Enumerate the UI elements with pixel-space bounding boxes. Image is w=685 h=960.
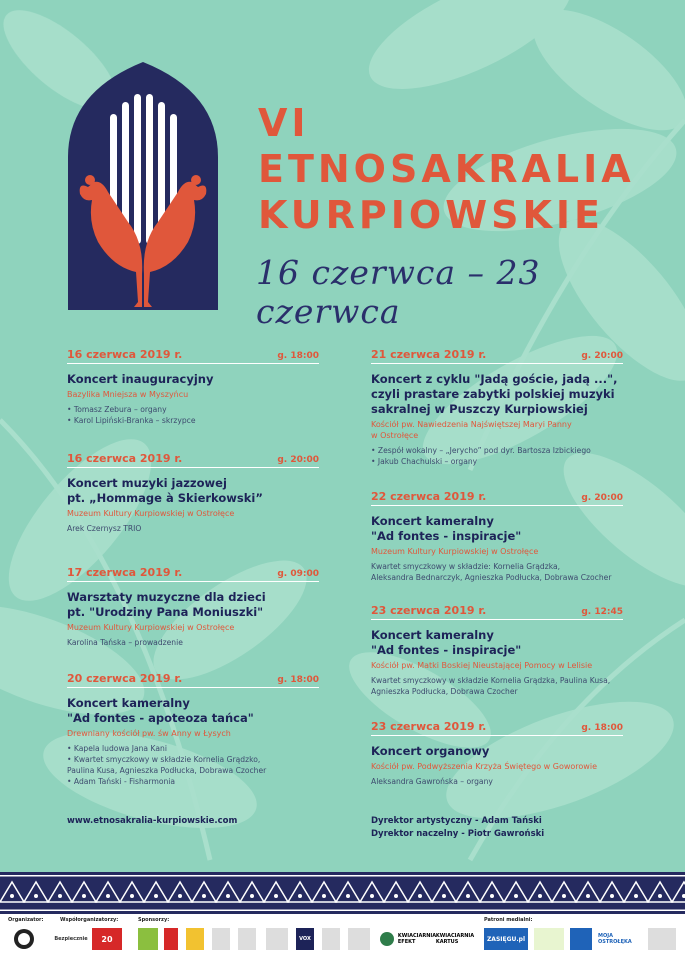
band-dot <box>202 894 206 898</box>
event-header <box>67 452 319 468</box>
label-sponsors: Sponsorzy: <box>138 917 170 923</box>
event-header <box>371 348 623 364</box>
label-organizer: Organizator: <box>8 917 44 923</box>
event-block <box>67 566 319 648</box>
event-header <box>371 720 623 736</box>
festival-dates: 16 czerwca – 23 czerwca <box>256 253 541 331</box>
sponsor-logo-vox: VOX <box>296 928 314 950</box>
sponsor-logo-9-icon <box>378 928 396 950</box>
performer-line: • Jakub Chachulski – organy <box>371 457 478 466</box>
band-dot <box>586 894 590 898</box>
event-block <box>371 490 623 583</box>
event-time: g. 18:00 <box>277 675 319 685</box>
event-venue-line: Muzeum Kultury Kurpiowskiej w Ostrołęce <box>67 509 235 518</box>
event-date: 23 czerwca 2019 r. <box>371 720 487 733</box>
organizer-logo-icon <box>12 928 36 950</box>
media-logo-2-icon <box>534 928 564 950</box>
band-dot <box>514 894 518 898</box>
event-title-line: Koncert kameralny <box>371 514 494 528</box>
event-time: g. 20:00 <box>581 351 623 361</box>
performer-line: Aleksandra Bednarczyk, Agnieszka Podłucka, Dobrawa Czocher <box>371 573 612 582</box>
event-performers <box>67 637 319 648</box>
directors-info <box>371 815 544 841</box>
performer-line: Agnieszka Podłucka, Dobrawa Czocher <box>371 687 518 696</box>
band-dot <box>634 894 638 898</box>
event-title-line: sakralnej w Puszczy Kurpiowskiej <box>371 402 588 416</box>
website-link[interactable]: www.etnosakralia-kurpiowskie.com <box>67 816 238 826</box>
event-venue <box>371 761 623 772</box>
event-venue-line: Muzeum Kultury Kurpiowskiej w Ostrołęce <box>371 547 539 556</box>
band-dot <box>226 894 230 898</box>
event-title <box>67 696 319 726</box>
performer-line: • Adam Tański - Fisharmonia <box>67 777 176 786</box>
event-time: g. 18:00 <box>277 351 319 361</box>
event-date: 16 czerwca 2019 r. <box>67 452 183 465</box>
band-dot <box>154 894 158 898</box>
sponsor-logo-7-icon <box>322 928 340 950</box>
event-venue <box>371 660 623 671</box>
event-title <box>67 476 319 506</box>
arch-logo-icon <box>68 62 218 310</box>
performer-line: • Zespół wokalny – „Jerycho” pod dyr. Bartosza Izbickiego <box>371 446 591 455</box>
event-title <box>67 590 319 620</box>
event-title-line: "Ad fontes - apoteoza tańca" <box>67 711 254 725</box>
event-date: 23 czerwca 2019 r. <box>371 604 487 617</box>
event-header <box>371 490 623 506</box>
event-title-line: Koncert kameralny <box>67 696 190 710</box>
band-dot <box>442 894 446 898</box>
event-date: 20 czerwca 2019 r. <box>67 672 183 685</box>
event-title-line: pt. "Urodziny Pana Moniuszki" <box>67 605 264 619</box>
event-time: g. 18:00 <box>581 723 623 733</box>
event-venue <box>371 546 623 557</box>
event-performers <box>371 776 623 787</box>
event-title-line: pt. „Hommage à Skierkowski” <box>67 491 263 505</box>
event-block <box>67 452 319 534</box>
band-dot <box>370 894 374 898</box>
festival-title <box>258 100 658 238</box>
band-dot <box>178 894 182 898</box>
label-media: Patroni medialni: <box>484 917 533 923</box>
band-dot <box>658 894 662 898</box>
event-venue-line: Kościół pw. Podwyższenia Krzyża Świętego w Goworowie <box>371 762 597 771</box>
performer-line: Paulina Kusa, Agnieszka Podłucka, Dobrawa Czocher <box>67 766 267 775</box>
media-logo-moja-ostroleka: MOJA OSTROŁĘKA <box>598 933 632 945</box>
sponsor-logo-6-icon <box>266 928 288 950</box>
performer-line: Kwartet smyczkowy w składzie Kornelia Grądzka, Paulina Kusa, <box>371 676 611 685</box>
band-dot <box>58 894 62 898</box>
label-coorganizers: Współorganizatorzy: <box>60 917 119 923</box>
event-block <box>371 720 623 787</box>
media-logo-5-icon <box>648 928 676 950</box>
event-performers <box>371 675 623 697</box>
event-header <box>371 604 623 620</box>
coorganizer-logo-2: 20 <box>92 928 122 950</box>
sponsor-logo-2-icon <box>164 928 178 950</box>
event-venue-line: Kościół pw. Matki Boskiej Nieustającej Pomocy w Lelisie <box>371 661 593 670</box>
event-block <box>67 348 319 426</box>
event-title <box>371 372 623 417</box>
band-dot <box>298 894 302 898</box>
band-dot <box>322 894 326 898</box>
band-dot <box>130 894 134 898</box>
title-edition: VI <box>258 101 310 145</box>
event-venue-line: Kościół pw. Nawiedzenia Najświętszej Maryi Panny <box>371 420 572 429</box>
event-header <box>67 348 319 364</box>
event-venue <box>67 728 319 739</box>
sponsor-logo-efekt: KWIACIARNIA EFEKT <box>397 933 437 945</box>
sponsor-logo-1-icon <box>138 928 158 950</box>
sponsor-logo-5-icon <box>238 928 256 950</box>
sponsor-logo-3-icon <box>186 928 204 950</box>
event-performers <box>371 561 623 583</box>
event-title-line: Warsztaty muzyczne dla dzieci <box>67 590 266 604</box>
band-dot <box>418 894 422 898</box>
event-time: g. 09:00 <box>277 569 319 579</box>
band-dot <box>106 894 110 898</box>
sponsor-logo-kartus: KWIACIARNIA KARTUS <box>435 933 475 945</box>
band-dot <box>346 894 350 898</box>
event-venue-line: Bazylika Mniejsza w Myszyńcu <box>67 390 189 399</box>
band-dot <box>34 894 38 898</box>
event-title <box>371 628 623 658</box>
band-dot <box>538 894 542 898</box>
band-dot <box>274 894 278 898</box>
event-time: g. 12:45 <box>581 607 623 617</box>
sponsor-logo-8-icon <box>348 928 370 950</box>
performer-line: • Kwartet smyczkowy w składzie Kornelia Grądzko, <box>67 755 261 764</box>
event-venue <box>67 508 319 519</box>
event-header <box>67 672 319 688</box>
band-dot <box>466 894 470 898</box>
performer-line: Aleksandra Gawrońska – organy <box>371 777 493 786</box>
coorganizer-logo-1: Bezpiecznie <box>54 936 88 942</box>
band-dot <box>610 894 614 898</box>
performer-line: • Karol Lipiński-Branka – skrzypce <box>67 416 196 425</box>
performer-line: • Kapela ludowa Jana Kani <box>67 744 167 753</box>
event-title <box>67 372 319 387</box>
event-performers <box>67 743 319 787</box>
folk-pattern-band <box>0 872 685 914</box>
performer-line: • Tomasz Zebura – organy <box>67 405 167 414</box>
band-dot <box>490 894 494 898</box>
title-name-2: KURPIOWSKIE <box>258 193 605 237</box>
band-dot <box>82 894 86 898</box>
performer-line: Arek Czernysz TRIO <box>67 524 142 533</box>
event-performers <box>67 523 319 534</box>
media-logo-3-icon <box>570 928 592 950</box>
band-dot <box>10 894 14 898</box>
event-venue-line: Drewniany kościół pw. św Anny w Łysych <box>67 729 231 738</box>
media-logo-zasiegu: ZASIĘGU.pl <box>484 928 528 950</box>
event-venue-line: w Ostrołęce <box>371 431 419 440</box>
event-header <box>67 566 319 582</box>
event-title-line: "Ad fontes - inspiracje" <box>371 529 522 543</box>
event-block <box>67 672 319 787</box>
event-date: 16 czerwca 2019 r. <box>67 348 183 361</box>
event-title-line: Koncert inauguracyjny <box>67 372 214 386</box>
event-time: g. 20:00 <box>581 493 623 503</box>
event-title-line: "Ad fontes - inspiracje" <box>371 643 522 657</box>
director-general: Dyrektor naczelny - Piotr Gawroński <box>371 829 545 839</box>
performer-line: Kwartet smyczkowy w składzie: Kornelia Grądzka, <box>371 562 561 571</box>
event-title <box>371 744 623 759</box>
event-block <box>371 604 623 697</box>
event-time: g. 20:00 <box>277 455 319 465</box>
sponsors-bar <box>0 914 685 960</box>
performer-line: Karolina Tańska – prowadzenie <box>67 638 183 647</box>
event-title-line: Koncert kameralny <box>371 628 494 642</box>
event-title-line: Koncert organowy <box>371 744 490 758</box>
band-dot <box>562 894 566 898</box>
title-name-1: ETNOSAKRALIA <box>258 147 635 191</box>
event-date: 22 czerwca 2019 r. <box>371 490 487 503</box>
event-performers <box>67 404 319 426</box>
event-venue <box>67 389 319 400</box>
director-artistic: Dyrektor artystyczny - Adam Tański <box>371 816 542 826</box>
event-title-line: czyli prastare zabytki polskiej muzyki <box>371 387 615 401</box>
event-date: 21 czerwca 2019 r. <box>371 348 487 361</box>
event-title-line: Koncert z cyklu "Jadą goście, jadą ...", <box>371 372 618 386</box>
event-performers <box>371 445 623 467</box>
event-venue <box>371 419 623 441</box>
event-venue-line: Muzeum Kultury Kurpiowskiej w Ostrołęce <box>67 623 235 632</box>
event-title <box>371 514 623 544</box>
event-block <box>371 348 623 467</box>
event-date: 17 czerwca 2019 r. <box>67 566 183 579</box>
sponsor-logo-4-icon <box>212 928 230 950</box>
event-title-line: Koncert muzyki jazzowej <box>67 476 227 490</box>
event-venue <box>67 622 319 633</box>
band-dot <box>250 894 254 898</box>
band-dot <box>394 894 398 898</box>
